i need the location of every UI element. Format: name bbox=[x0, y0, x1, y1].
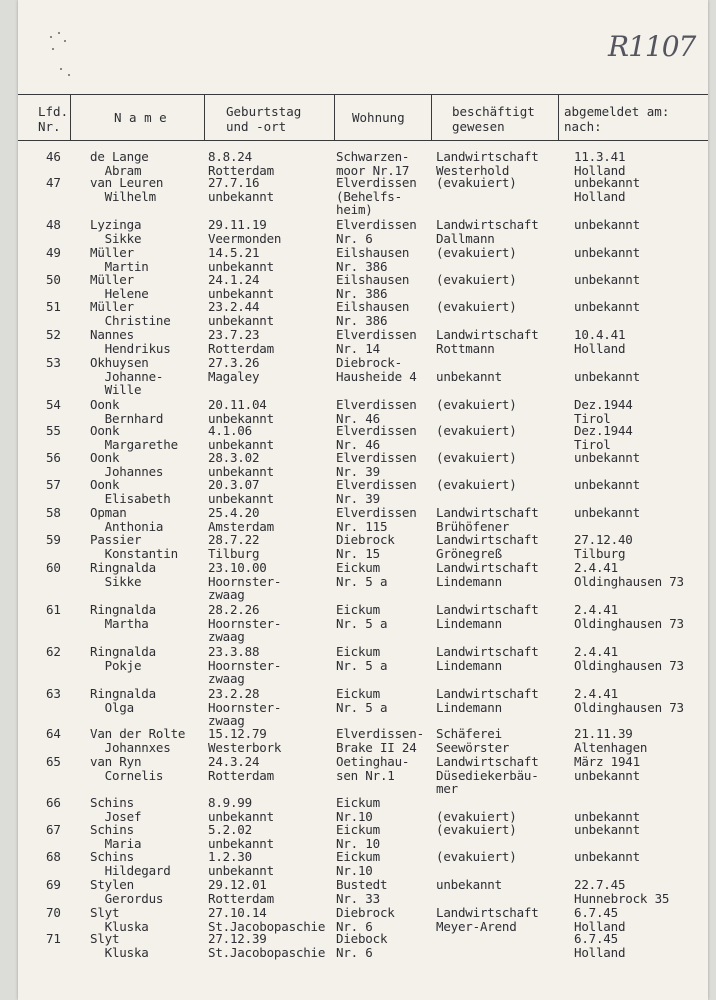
row-birth: 23.7.23 Rotterdam bbox=[208, 327, 274, 356]
row-birth: 27.10.14 St.Jacobopaschie bbox=[208, 905, 326, 934]
row-birth: 29.12.01 Rotterdam bbox=[208, 877, 274, 906]
row-birth: 4.1.06 unbekannt bbox=[208, 423, 274, 452]
row-employment: Schäferei Seewörster bbox=[436, 726, 510, 755]
header-bottom-rule bbox=[18, 140, 708, 141]
row-number: 61 bbox=[46, 602, 61, 617]
row-deregistered: unbekannt bbox=[574, 368, 640, 384]
row-number: 59 bbox=[46, 532, 61, 547]
row-employment: Landwirtschaft Meyer-Arend bbox=[436, 905, 539, 934]
row-deregistered: 11.3.41 Holland bbox=[574, 149, 626, 178]
row-residence: Elverdissen Nr. 46 bbox=[336, 423, 417, 452]
row-residence: Eickum Nr.10 bbox=[336, 795, 380, 824]
row-number: 64 bbox=[46, 726, 61, 741]
row-number: 46 bbox=[46, 149, 61, 164]
row-residence: Elverdissen Nr. 39 bbox=[336, 450, 417, 479]
row-name: Oonk Margarethe bbox=[90, 423, 178, 452]
row-name: Slyt Kluska bbox=[90, 905, 149, 934]
row-residence: Elverdissen Nr. 14 bbox=[336, 327, 417, 356]
row-number: 50 bbox=[46, 272, 61, 287]
row-employment: (evakuiert) bbox=[436, 808, 517, 824]
row-number: 55 bbox=[46, 423, 61, 438]
row-residence: Eickum Nr. 10 bbox=[336, 822, 380, 851]
row-employment: (evakuiert) bbox=[436, 423, 517, 438]
row-deregistered: unbekannt bbox=[574, 505, 640, 520]
row-residence: Eilshausen Nr. 386 bbox=[336, 299, 410, 328]
row-number: 70 bbox=[46, 905, 61, 920]
row-employment: (evakuiert) bbox=[436, 450, 517, 465]
row-number: 57 bbox=[46, 477, 61, 492]
row-deregistered: 2.4.41 Oldinghausen 73 bbox=[574, 602, 684, 631]
row-number: 49 bbox=[46, 245, 61, 260]
row-deregistered: unbekannt bbox=[574, 299, 640, 314]
row-deregistered: unbekannt Holland bbox=[574, 175, 640, 204]
row-deregistered: unbekannt bbox=[574, 245, 640, 260]
row-birth: 28.2.26 Hoornster- zwaag bbox=[208, 602, 282, 644]
row-number: 54 bbox=[46, 397, 61, 412]
row-number: 53 bbox=[46, 355, 61, 370]
row-number: 47 bbox=[46, 175, 61, 190]
row-employment: (evakuiert) bbox=[436, 849, 517, 864]
row-employment: Landwirtschaft Lindemann bbox=[436, 602, 539, 631]
row-birth: 23.10.00 Hoornster- zwaag bbox=[208, 560, 282, 602]
column-divider bbox=[431, 94, 432, 140]
row-employment: (evakuiert) bbox=[436, 299, 517, 314]
row-number: 63 bbox=[46, 686, 61, 701]
header-deregistered: abgemeldet am: nach: bbox=[564, 104, 670, 134]
row-residence: Eilshausen Nr. 386 bbox=[336, 245, 410, 274]
row-birth: 24.3.24 Rotterdam bbox=[208, 754, 274, 783]
row-deregistered: 10.4.41 Holland bbox=[574, 327, 626, 356]
header-employment: beschäftigt gewesen bbox=[452, 104, 535, 134]
row-employment: Landwirtschaft Dallmann bbox=[436, 217, 539, 246]
row-birth: 5.2.02 unbekannt bbox=[208, 822, 274, 851]
row-deregistered: 22.7.45 Hunnebrock 35 bbox=[574, 877, 670, 906]
row-name: Nannes Hendrikus bbox=[90, 327, 171, 356]
row-employment: unbekannt bbox=[436, 368, 502, 384]
row-deregistered: unbekannt bbox=[574, 217, 640, 232]
row-residence: Eickum Nr. 5 a bbox=[336, 644, 388, 673]
row-residence: Elverdissen (Behelfs- heim) bbox=[336, 175, 417, 217]
row-employment: Landwirtschaft Düsediekerbäu- mer bbox=[436, 754, 539, 796]
row-deregistered: 2.4.41 Oldinghausen 73 bbox=[574, 644, 684, 673]
row-residence: Elverdissen Nr. 6 bbox=[336, 217, 417, 246]
row-birth: 23.2.28 Hoornster- zwaag bbox=[208, 686, 282, 728]
row-employment: Landwirtschaft Grönegreß bbox=[436, 532, 539, 561]
row-residence: Diebrock Nr. 6 bbox=[336, 905, 395, 934]
row-number: 68 bbox=[46, 849, 61, 864]
row-name: Van der Rolte Johannxes bbox=[90, 726, 186, 755]
row-employment: (evakuiert) bbox=[436, 245, 517, 260]
row-residence: Oetinghau- sen Nr.1 bbox=[336, 754, 410, 783]
row-deregistered: unbekannt bbox=[574, 450, 640, 465]
row-birth: 20.11.04 unbekannt bbox=[208, 397, 274, 426]
row-birth: 24.1.24 unbekannt bbox=[208, 272, 274, 301]
row-residence: Schwarzen- moor Nr.17 bbox=[336, 149, 410, 178]
row-name: Ringnalda Pokje bbox=[90, 644, 156, 673]
row-birth: 14.5.21 unbekannt bbox=[208, 245, 274, 274]
row-employment: Landwirtschaft Lindemann bbox=[436, 560, 539, 589]
row-number: 48 bbox=[46, 217, 61, 232]
row-number: 51 bbox=[46, 299, 61, 314]
row-birth: 23.3.88 Hoornster- zwaag bbox=[208, 644, 282, 686]
row-residence: Elverdissen Nr. 39 bbox=[336, 477, 417, 506]
row-name: Okhuysen Johanne- Wille bbox=[90, 355, 164, 397]
row-residence: Eilshausen Nr. 386 bbox=[336, 272, 410, 301]
row-name: Ringnalda Sikke bbox=[90, 560, 156, 589]
row-deregistered: 21.11.39 Altenhagen bbox=[574, 726, 648, 755]
row-residence: Elverdissen Nr. 115 bbox=[336, 505, 417, 534]
header-name: N a m e bbox=[114, 110, 167, 125]
row-name: Ringnalda Olga bbox=[90, 686, 156, 715]
row-employment: (evakuiert) bbox=[436, 477, 517, 492]
row-employment: Landwirtschaft Lindemann bbox=[436, 686, 539, 715]
row-residence: Eickum Nr. 5 a bbox=[336, 686, 388, 715]
row-name: Slyt Kluska bbox=[90, 931, 149, 960]
row-number: 66 bbox=[46, 795, 61, 810]
row-residence: Diebrock Nr. 15 bbox=[336, 532, 395, 561]
row-deregistered: 27.12.40 Tilburg bbox=[574, 532, 633, 561]
row-residence: Eickum Nr. 5 a bbox=[336, 602, 388, 631]
row-name: Oonk Elisabeth bbox=[90, 477, 171, 506]
row-employment: Landwirtschaft Westerhold bbox=[436, 149, 539, 178]
row-deregistered: unbekannt bbox=[574, 822, 640, 837]
row-birth: 27.3.26 Magaley bbox=[208, 355, 260, 384]
row-name: Oonk Bernhard bbox=[90, 397, 164, 426]
row-number: 67 bbox=[46, 822, 61, 837]
paper-speckle-marks bbox=[46, 30, 76, 80]
row-deregistered: 6.7.45 Holland bbox=[574, 905, 626, 934]
row-name: Müller Martin bbox=[90, 245, 149, 274]
header-nr: Lfd. Nr. bbox=[38, 104, 69, 134]
row-deregistered: Dez.1944 Tirol bbox=[574, 423, 633, 452]
row-name: Stylen Gerordus bbox=[90, 877, 164, 906]
row-number: 71 bbox=[46, 931, 61, 946]
row-deregistered: 6.7.45 Holland bbox=[574, 931, 626, 960]
row-name: Müller Helene bbox=[90, 272, 149, 301]
row-number: 52 bbox=[46, 327, 61, 342]
row-birth: 29.11.19 Veermonden bbox=[208, 217, 282, 246]
row-name: van Ryn Cornelis bbox=[90, 754, 164, 783]
row-deregistered: unbekannt bbox=[574, 477, 640, 492]
row-deregistered: 2.4.41 Oldinghausen 73 bbox=[574, 686, 684, 715]
row-name: Opman Anthonia bbox=[90, 505, 164, 534]
row-deregistered: unbekannt bbox=[574, 272, 640, 287]
row-employment: (evakuiert) bbox=[436, 822, 517, 837]
row-number: 69 bbox=[46, 877, 61, 892]
row-residence: Eickum Nr.10 bbox=[336, 849, 380, 878]
row-residence: Elverdissen Nr. 46 bbox=[336, 397, 417, 426]
row-name: van Leuren Wilhelm bbox=[90, 175, 164, 204]
row-residence: Elverdissen- Brake II 24 bbox=[336, 726, 424, 755]
row-number: 60 bbox=[46, 560, 61, 575]
row-deregistered: unbekannt bbox=[574, 808, 640, 824]
row-birth: 27.12.39 St.Jacobopaschie bbox=[208, 931, 326, 960]
row-employment: Landwirtschaft Brühöfener bbox=[436, 505, 539, 534]
row-number: 65 bbox=[46, 754, 61, 769]
row-deregistered: Dez.1944 Tirol bbox=[574, 397, 633, 426]
row-name: Passier Konstantin bbox=[90, 532, 178, 561]
row-deregistered: 2.4.41 Oldinghausen 73 bbox=[574, 560, 684, 589]
header-birth: Geburtstag und -ort bbox=[226, 104, 302, 134]
row-name: Schins Josef bbox=[90, 795, 142, 824]
row-deregistered: unbekannt bbox=[574, 849, 640, 864]
header-residence: Wohnung bbox=[352, 110, 405, 125]
row-employment: (evakuiert) bbox=[436, 272, 517, 287]
row-birth: 23.2.44 unbekannt bbox=[208, 299, 274, 328]
row-residence: Diebock Nr. 6 bbox=[336, 931, 388, 960]
row-name: Schins Maria bbox=[90, 822, 142, 851]
row-residence: Bustedt Nr. 33 bbox=[336, 877, 388, 906]
row-birth: 8.8.24 Rotterdam bbox=[208, 149, 274, 178]
row-name: Ringnalda Martha bbox=[90, 602, 156, 631]
row-employment: (evakuiert) bbox=[436, 175, 517, 190]
row-employment: Landwirtschaft Rottmann bbox=[436, 327, 539, 356]
column-divider bbox=[334, 94, 335, 140]
row-number: 56 bbox=[46, 450, 61, 465]
row-name: Müller Christine bbox=[90, 299, 171, 328]
row-number: 58 bbox=[46, 505, 61, 520]
row-employment: unbekannt bbox=[436, 877, 502, 892]
row-birth: 20.3.07 unbekannt bbox=[208, 477, 274, 506]
row-birth: 8.9.99 unbekannt bbox=[208, 795, 274, 824]
row-birth: 28.3.02 unbekannt bbox=[208, 450, 274, 479]
column-divider bbox=[70, 94, 71, 140]
row-name: Oonk Johannes bbox=[90, 450, 164, 479]
row-name: Lyzinga Sikke bbox=[90, 217, 142, 246]
row-residence: Diebrock- Hausheide 4 bbox=[336, 355, 417, 384]
row-number: 62 bbox=[46, 644, 61, 659]
row-employment: Landwirtschaft Lindemann bbox=[436, 644, 539, 673]
reference-mark: R1107 bbox=[608, 30, 696, 63]
column-divider bbox=[558, 94, 559, 140]
document-page bbox=[18, 0, 708, 1000]
row-birth: 1.2.30 unbekannt bbox=[208, 849, 274, 878]
row-birth: 25.4.20 Amsterdam bbox=[208, 505, 274, 534]
row-residence: Eickum Nr. 5 a bbox=[336, 560, 388, 589]
row-employment: (evakuiert) bbox=[436, 397, 517, 412]
header-top-rule bbox=[18, 94, 708, 95]
row-deregistered: März 1941 unbekannt bbox=[574, 754, 640, 783]
row-birth: 15.12.79 Westerbork bbox=[208, 726, 282, 755]
column-divider bbox=[204, 94, 205, 140]
row-birth: 27.7.16 unbekannt bbox=[208, 175, 274, 204]
row-name: Schins Hildegard bbox=[90, 849, 171, 878]
row-name: de Lange Abram bbox=[90, 149, 149, 178]
row-birth: 28.7.22 Tilburg bbox=[208, 532, 260, 561]
